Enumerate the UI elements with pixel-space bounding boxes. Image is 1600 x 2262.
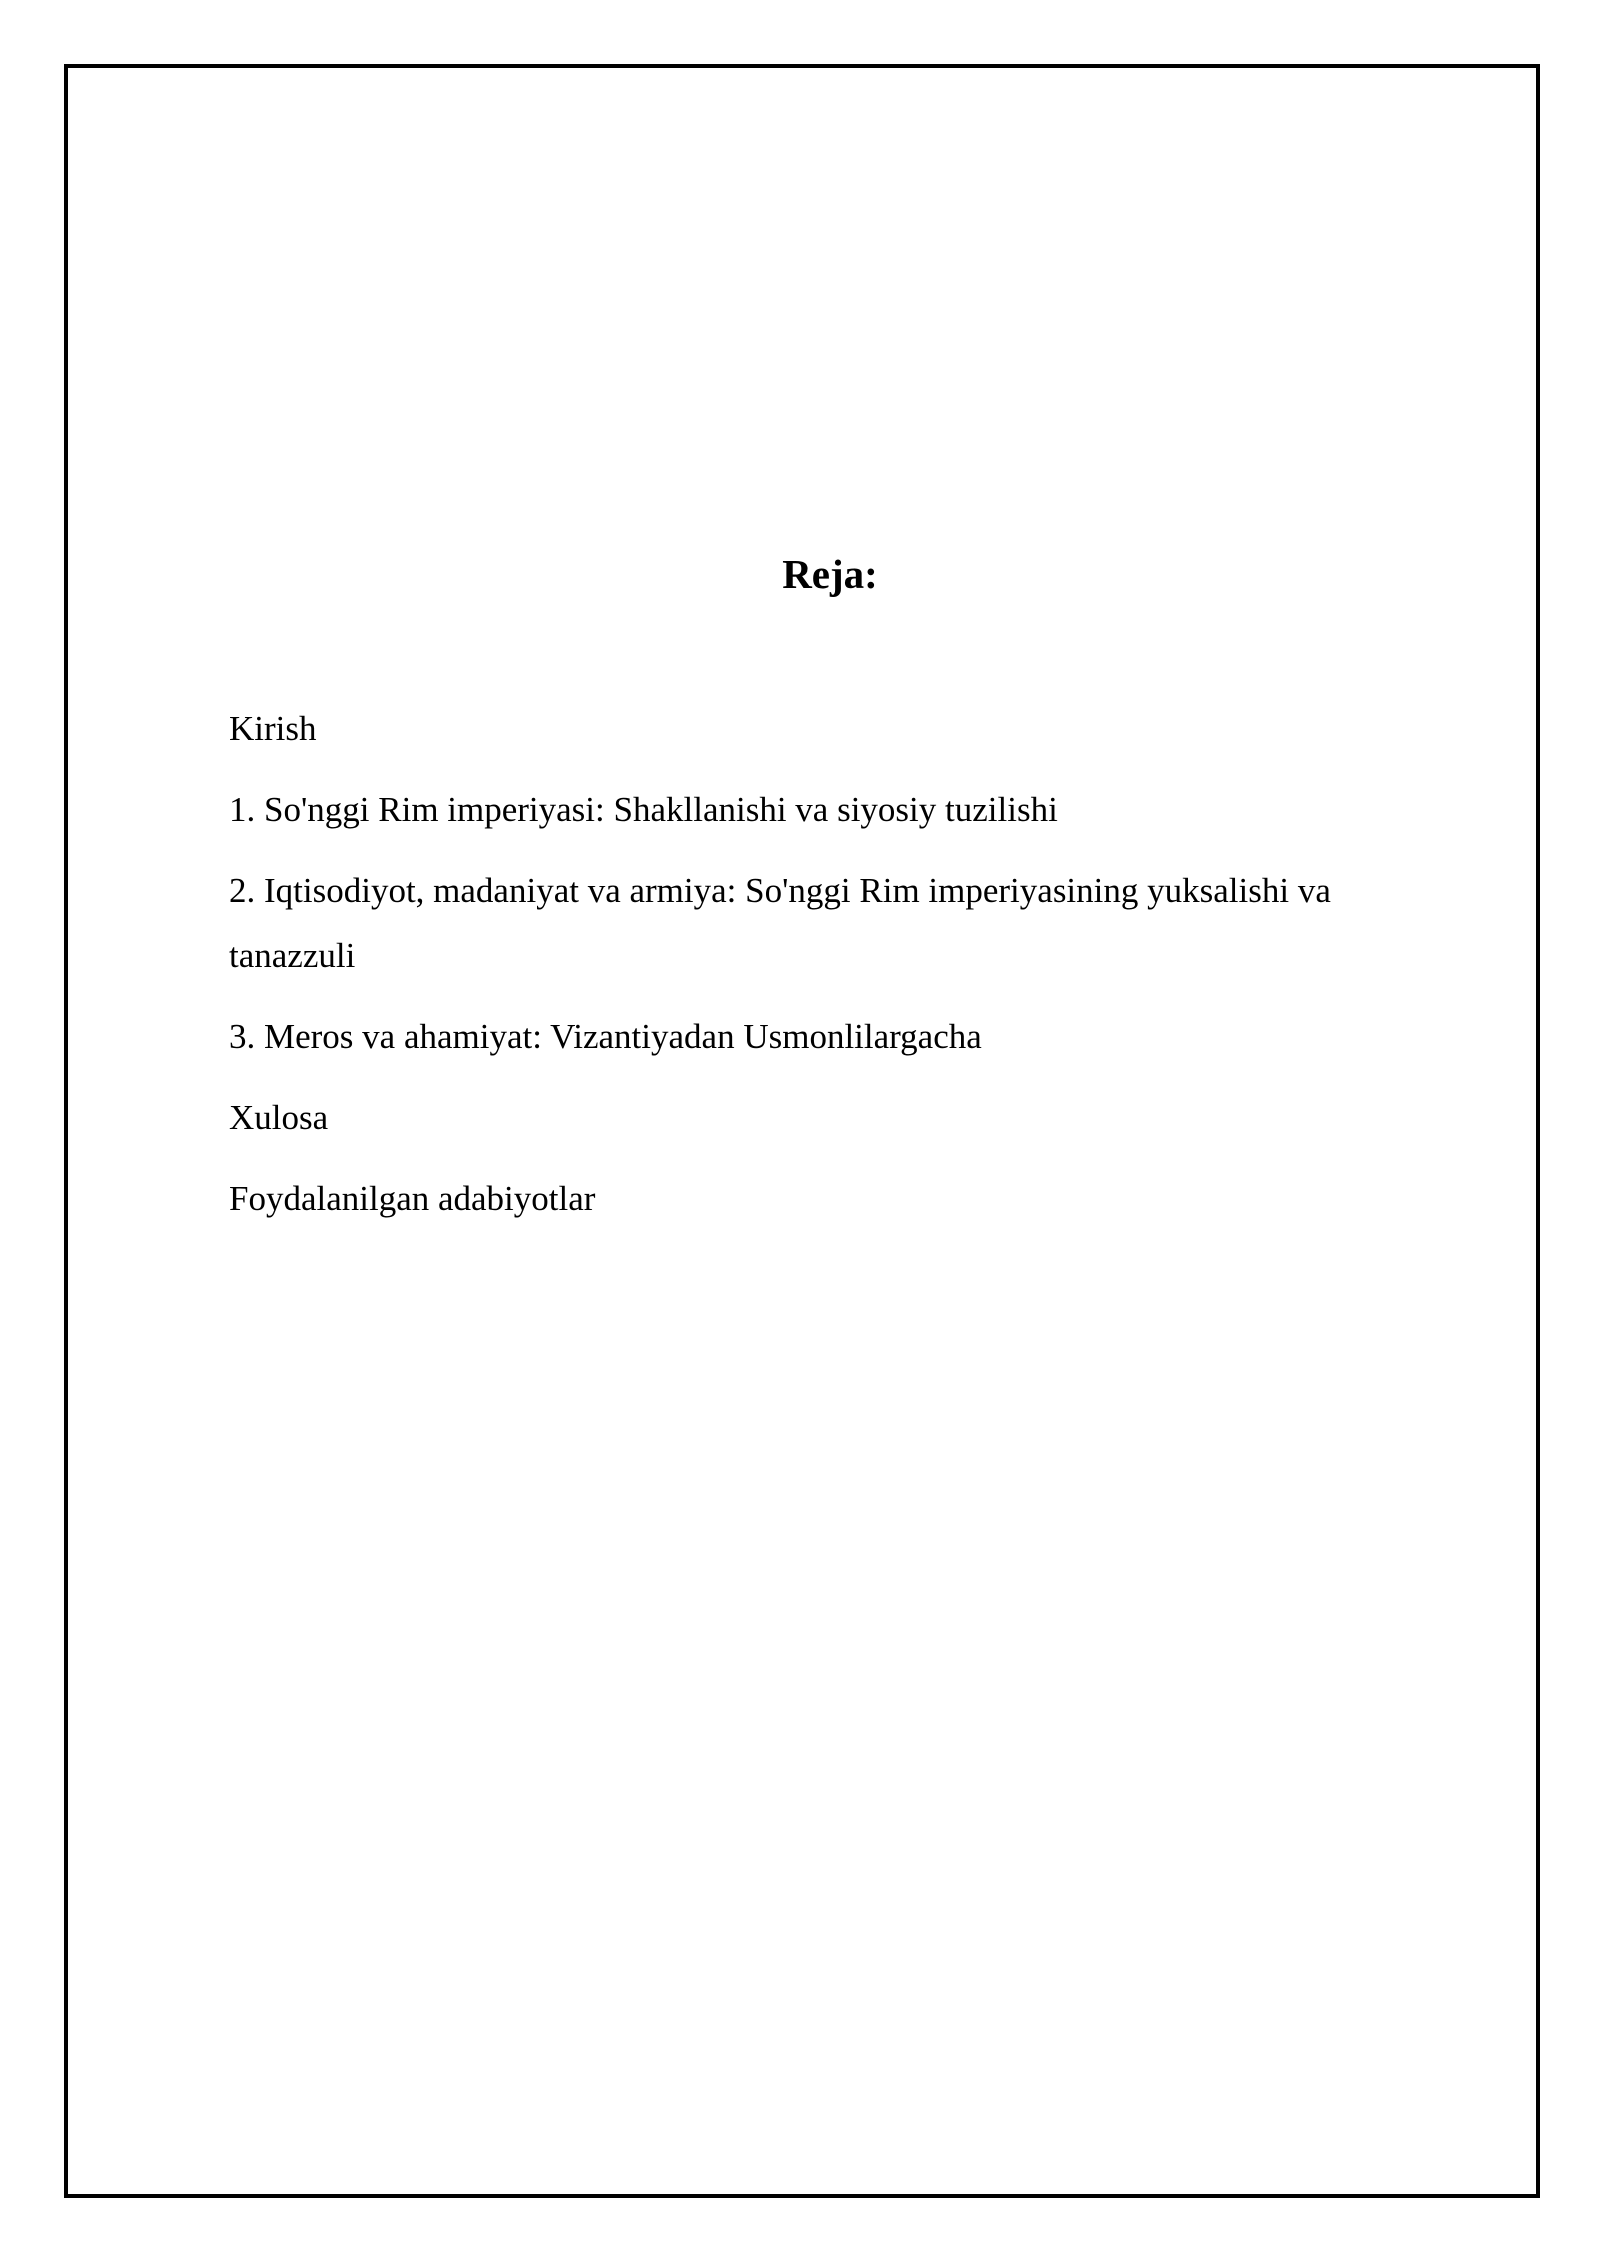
plan-item-conclusion: Xulosa (229, 1098, 329, 1137)
plan-item-chapter-2: 2. Iqtisodiyot, madaniyat va armiya: So'nggi Rim imperiyasining yuksalishi va tanazzuli (229, 871, 1331, 975)
plan-item-introduction: Kirish (229, 709, 317, 748)
plan-item-chapter-1: 1. So'nggi Rim imperiyasi: Shakllanishi va siyosiy tuzilishi (229, 790, 1058, 829)
plan-list (229, 696, 1429, 1247)
plan-item-chapter-3: 3. Meros va ahamiyat: Vizantiyadan Usmonlilargacha (229, 1017, 982, 1056)
plan-item-references: Foydalanilgan adabiyotlar (229, 1179, 596, 1218)
plan-title: Reja: (782, 551, 878, 597)
